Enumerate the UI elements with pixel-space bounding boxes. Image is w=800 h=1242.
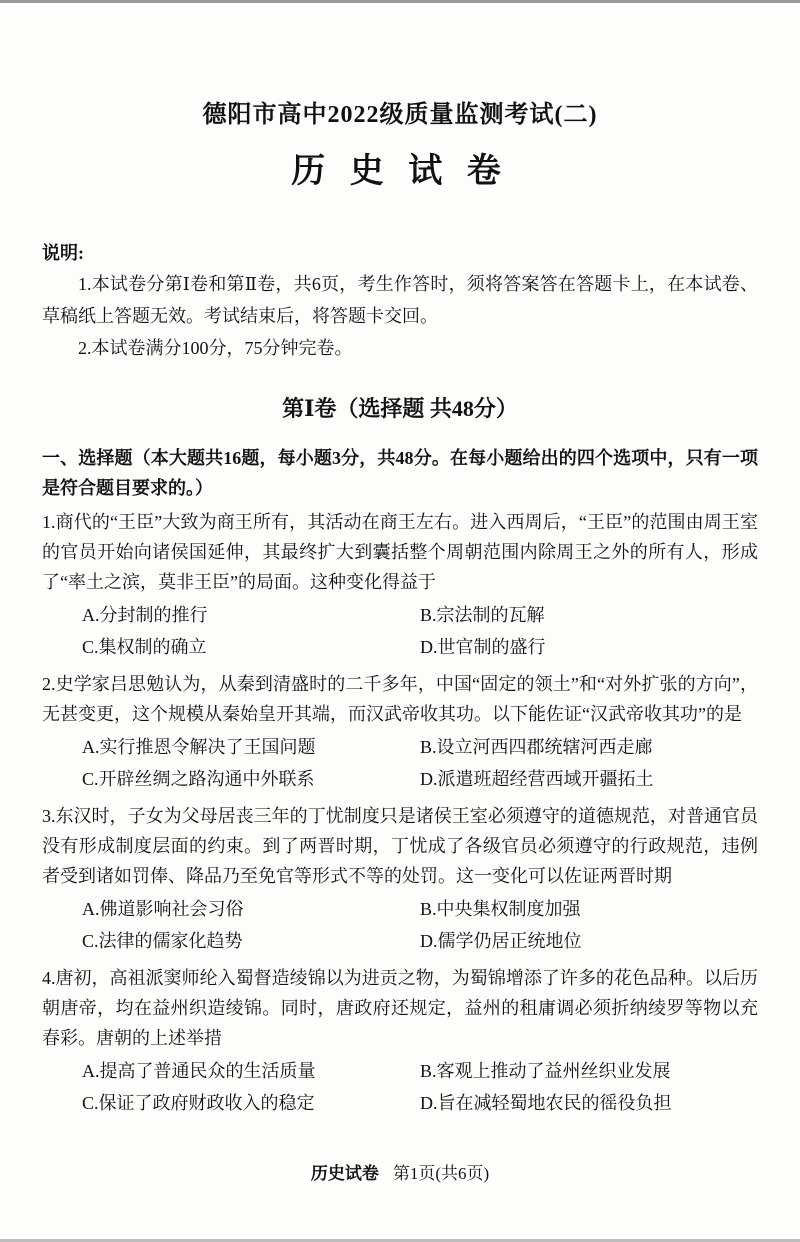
footer-paper-name: 历史试卷: [310, 1164, 379, 1183]
question-1-options: [42, 599, 758, 663]
question-4-options: [42, 1055, 758, 1119]
question-2-options: [42, 731, 758, 795]
question-4: [42, 963, 758, 1119]
scan-edge-top: [0, 0, 800, 3]
paper-title: 历 史 试 卷: [291, 153, 509, 190]
question-2-option-b: B.设立河西四郡统辖河西走廊: [420, 737, 653, 757]
question-3-option-b: B.中央集权制度加强: [420, 899, 581, 919]
question-3: [42, 801, 758, 957]
question-3-options: [42, 893, 758, 957]
question-4-stem: 4.唐初，高祖派窦师纶入蜀督造绫锦以为进贡之物，为蜀锦增添了许多的花色品种。以后历朝唐帝，均在益州织造绫锦。同时，唐政府还规定，益州的租庸调必须折纳绫罗等物以充春彩。唐朝的上述举措: [42, 968, 758, 1048]
question-2-option-c: C.开辟丝绸之路沟通中外联系: [82, 769, 315, 789]
question-3-option-c: C.法律的儒家化趋势: [82, 931, 243, 951]
page-footer: [0, 1159, 800, 1184]
question-4-option-d: D.旨在减轻蜀地农民的徭役负担: [420, 1093, 672, 1113]
question-4-option-b: B.客观上推动了益州丝织业发展: [420, 1061, 671, 1081]
section-header: 第Ⅰ卷（选择题 共48分）: [282, 396, 518, 421]
footer-page-info: 第1页(共6页): [392, 1164, 490, 1183]
question-3-option-d: D.儒学仍居正统地位: [420, 931, 582, 951]
question-1-option-b: B.宗法制的瓦解: [420, 605, 545, 625]
question-3-stem: 3.东汉时，子女为父母居丧三年的丁忧制度只是诸侯王室必须遵守的道德规范，对普通官员没有形成制度层面的约束。到了两晋时期，丁忧成了各级官员必须遵守的行政规范，违例者受到诸如罚俸、降品乃至免官等形式不等的处罚。这一变化可以佐证两晋时期: [42, 806, 758, 886]
question-2-option-a: A.实行推恩令解决了王国问题: [82, 737, 316, 757]
section-intro: 一、选择题（本大题共16题，每小题3分，共48分。在每小题给出的四个选项中，只有一项是符合题目要求的。）: [42, 448, 758, 498]
question-1-stem: 1.商代的“王臣”大致为商王所有，其活动在商王左右。进入西周后，“王臣”的范围由周王室的官员开始向诸侯国延伸，其最终扩大到囊括整个周朝范围内除周王之外的所有人，形成了“率土之滨，莫非王臣”的局面。这种变化得益于: [42, 512, 758, 592]
question-1: [42, 507, 758, 663]
instruction-item-1: 1.本试卷分第Ⅰ卷和第Ⅱ卷，共6页，考生作答时，须将答案答在答题卡上，在本试卷、草稿纸上答题无效。考试结束后，将答题卡交回。: [42, 274, 758, 326]
question-4-option-c: C.保证了政府财政收入的稳定: [82, 1093, 315, 1113]
question-2: [42, 669, 758, 795]
question-2-option-d: D.派遣班超经营西域开疆拓土: [420, 769, 654, 789]
question-1-option-d: D.世官制的盛行: [420, 637, 546, 657]
question-2-stem: 2.史学家吕思勉认为，从秦到清盛时的二千多年，中国“固定的领土”和“对外扩张的方向”，无甚变更，这个规模从秦始皇开其端，而汉武帝收其功。以下能佐证“汉武帝收其功”的是: [42, 674, 758, 724]
instructions-block: [42, 238, 758, 364]
question-4-option-a: A.提高了普通民众的生活质量: [82, 1061, 316, 1081]
question-1-option-a: A.分封制的推行: [82, 605, 208, 625]
instruction-item-2: 2.本试卷满分100分，75分钟完卷。: [78, 338, 353, 358]
instructions-label: 说明:: [42, 243, 84, 263]
question-3-option-a: A.佛道影响社会习俗: [82, 899, 244, 919]
exam-title: 德阳市高中2022级质量监测考试(二): [202, 102, 598, 128]
question-1-option-c: C.集权制的确立: [82, 637, 207, 657]
